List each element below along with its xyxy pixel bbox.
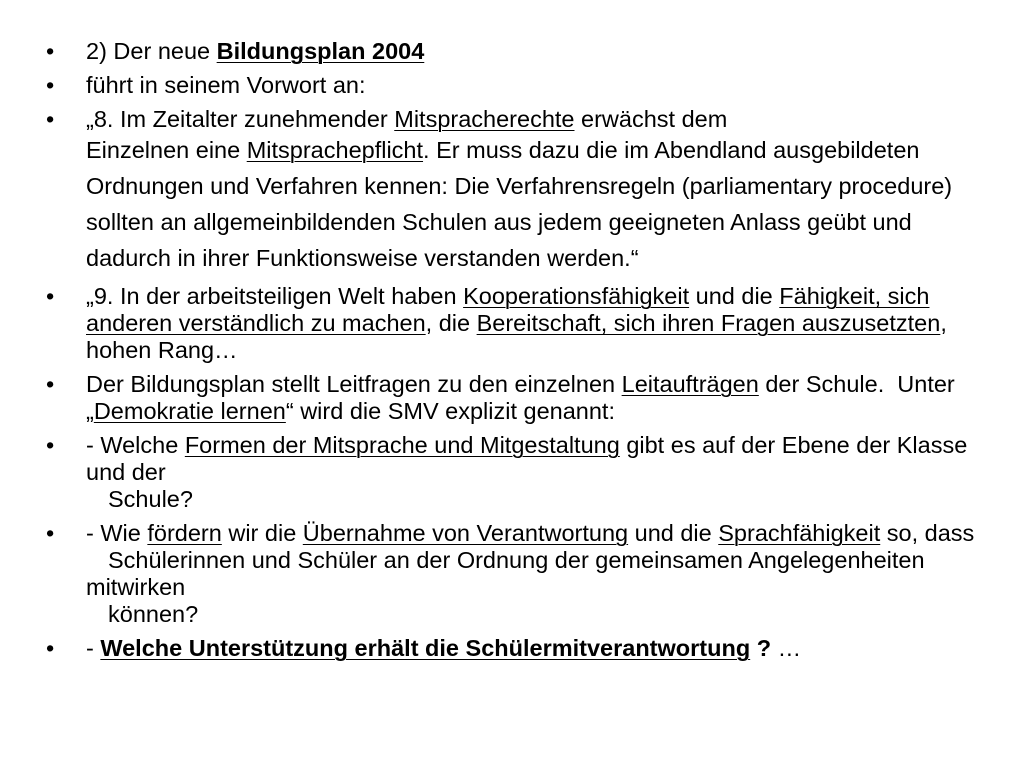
- underlined-term: Formen der Mitsprache und Mitgestaltung: [184, 432, 620, 458]
- bullet-dot: •: [46, 283, 55, 309]
- bullet-dot: •: [46, 432, 55, 458]
- underlined-term: Übernahme von Verantwortung: [302, 520, 629, 546]
- item-text: „9. In der arbeitsteiligen Welt haben: [86, 283, 464, 309]
- bullet-dot: •: [46, 38, 55, 64]
- item-text: erwächst dem: [574, 106, 728, 132]
- closing-question-emphasis: Welche Unterstützung erhält die Schülermitverantwortung: [100, 635, 751, 661]
- list-item: [46, 72, 976, 99]
- item-text: gibt es auf der Ebene der Klasse und der: [86, 432, 968, 485]
- bildungsplan-emphasis: Bildungsplan 2004: [216, 38, 425, 64]
- underlined-term: fördern: [147, 520, 222, 546]
- item-text: , die: [425, 310, 477, 336]
- list-item: [46, 38, 976, 65]
- bullet-list: [46, 38, 976, 669]
- item-text: - Welche: [86, 432, 185, 458]
- underlined-term: Bereitschaft, sich ihren Fragen auszusetzten: [476, 310, 941, 336]
- bullet-dot: •: [46, 635, 55, 661]
- underlined-term: Sprachfähigkeit: [718, 520, 881, 546]
- item-text: 2) Der neue: [86, 38, 217, 64]
- list-item: [46, 283, 976, 364]
- list-item: [46, 520, 976, 628]
- item-text: wir die: [221, 520, 303, 546]
- item-text: . Er muss dazu die im Abendland ausgebildeten Ordnungen und Verfahren kennen: Die Verfahrensregeln (parliamentary procedure) sollten an allgemeinbildenden Schulen aus jedem geeigneten Anlass geübt und dadurch in ihrer Funktionsweise verstanden werden.“: [86, 137, 953, 271]
- item-text: , hohen Rang…: [86, 310, 947, 363]
- item-text: Schule?: [108, 486, 193, 512]
- item-text: - Wie: [86, 520, 148, 546]
- item-text: Schülerinnen und Schüler an der Ordnung der gemeinsamen Angelegenheiten mitwirken: [86, 547, 925, 600]
- item-text: können?: [108, 601, 199, 627]
- item-text: Der Bildungsplan stellt Leitfragen zu den einzelnen: [86, 371, 622, 397]
- bullet-dot: •: [46, 371, 55, 397]
- list-item: [46, 432, 976, 513]
- underlined-term: Demokratie lernen: [93, 398, 286, 424]
- list-item: [46, 106, 976, 276]
- item-text: und die: [689, 283, 780, 309]
- underlined-term: Leitaufträgen: [621, 371, 759, 397]
- item-text: “ wird die SMV explizit genannt:: [285, 398, 615, 424]
- bullet-dot: •: [46, 520, 55, 546]
- item-text: …: [771, 635, 802, 661]
- question-mark: ?: [750, 635, 772, 661]
- item-text: der Schule. Unter „: [86, 371, 962, 424]
- list-item: [46, 371, 976, 425]
- item-text: „8. Im Zeitalter zunehmender: [86, 106, 395, 132]
- item-text: Einzelnen eine: [86, 137, 247, 163]
- bullet-dot: •: [46, 106, 55, 132]
- item-text: und die: [628, 520, 719, 546]
- list-item: [46, 635, 976, 662]
- underlined-term: Mitspracherechte: [394, 106, 575, 132]
- item-text: -: [86, 635, 101, 661]
- bullet-dot: •: [46, 72, 55, 98]
- underlined-term: Kooperationsfähigkeit: [463, 283, 690, 309]
- underlined-term: Mitsprachepflicht: [246, 137, 424, 163]
- underlined-term: Fähigkeit, sich anderen verständlich zu machen: [86, 283, 930, 336]
- item-text: so, dass: [880, 520, 975, 546]
- item-text: führt in seinem Vorwort an:: [86, 72, 366, 98]
